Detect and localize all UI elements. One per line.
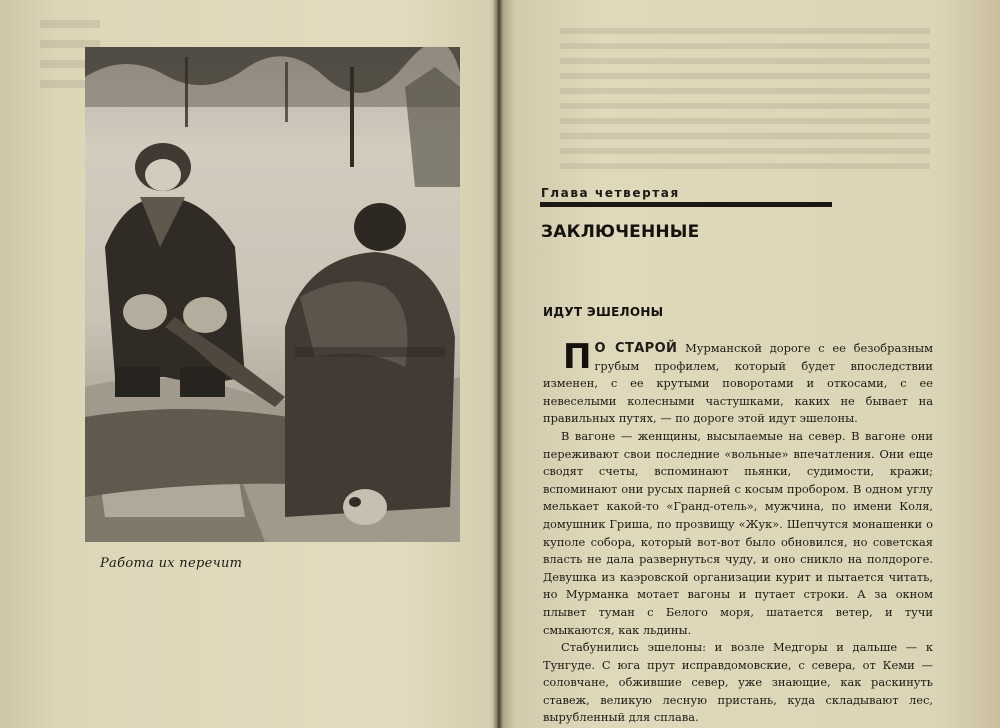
photo-caption: Работа их перечит [100,556,243,571]
chapter-label: Глава четвертая [541,186,680,200]
photo-workers-sawing-log [85,47,460,542]
lead-caps: О СТАРОЙ [594,341,678,356]
paragraph: В вагоне — женщины, высылаемые на север. В вагоне они переживают свои последние «вольные» впечатления. Они еще сводят счеты, вспоминают пьянки, судимости, кражи; вспоминают они русых парней с косым пробором. В одном углу мелькает какой-то «Гранд-отель», мужчина, по имени Коля, домушник Гриша, по прозвищу «Жук». Шепчутся монашенки о куполе собора, который вот-вот было обновился, но советская власть не дала развернуться чуду, и оно сникло на полдороге. Девушка из каэровской организации курит и пытается читать, но Мурманка мотает вагоны и путает строки. А за окном плывет туман с Белого моря, шатается ветер, и тучи смыкаются, как льдины. [543,428,933,637]
paragraph: Стабунились эшелоны: и возле Медгоры и дальше — к Тунгуде. С юга прут исправдомовские, с севера, от Кеми — соловчане, обжившие север, уже знающие, как раскинуть ставеж, великую лесную пристань, куда складывают лес, вырубленный для сплава. [543,640,933,725]
body-text [543,337,933,727]
photo-illustration [85,47,460,542]
show-through-text [560,28,930,178]
left-page [0,0,496,728]
drop-cap: П [563,337,592,377]
chapter-rule [540,202,832,207]
paragraph-text: Мурманской дороге с ее безобразным грубым профилем, который будет впоследствии изменен, с ее крутыми поворотами и откосами, с ее невеселыми колесными частушками, каких не бывает на правильных путях, — по дороге этой идут эшелоны. [543,341,933,426]
section-title: ИДУТ ЭШЕЛОНЫ [543,305,664,319]
chapter-title: ЗАКЛЮЧЕННЫЕ [541,222,700,242]
paragraph [543,337,933,428]
